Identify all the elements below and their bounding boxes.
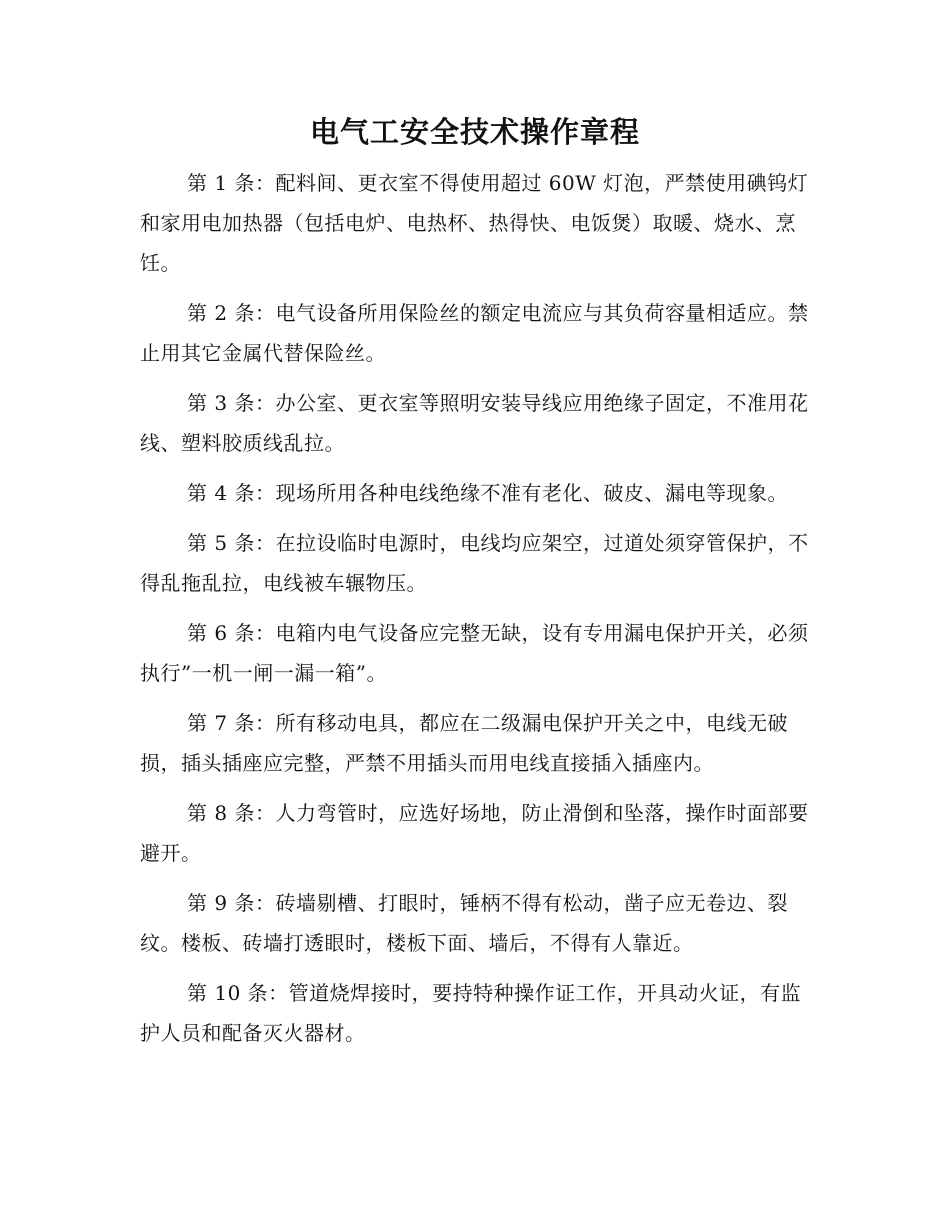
- article-text: 配料间、更衣室不得使用超过 60W 灯泡，严禁使用碘钨灯和家用电加热器（包括电炉、电热杯、热得快、电饭煲）取暖、烧水、烹饪。: [140, 171, 809, 275]
- article-label: 第 6 条：: [187, 621, 276, 645]
- article-label: 第 10 条：: [187, 981, 289, 1005]
- article-1: [140, 163, 820, 283]
- article-text: 人力弯管时，应选好场地，防止滑倒和坠落，操作时面部要避开。: [140, 801, 809, 865]
- article-label: 第 2 条：: [187, 301, 276, 325]
- article-label: 第 7 条：: [187, 711, 276, 735]
- article-label: 第 4 条：: [187, 481, 276, 505]
- document-body: [140, 163, 820, 1063]
- article-label: 第 9 条：: [187, 891, 276, 915]
- article-text: 管道烧焊接时，要持特种操作证工作，开具动火证，有监护人员和配备灭火器材。: [140, 981, 802, 1045]
- article-label: 第 3 条：: [187, 391, 276, 415]
- article-label: 第 5 条：: [187, 531, 276, 555]
- article-9: [140, 883, 820, 963]
- article-2: [140, 293, 820, 373]
- article-text: 办公室、更衣室等照明安装导线应用绝缘子固定，不准用花线、塑料胶质线乱拉。: [140, 391, 809, 455]
- article-label: 第 1 条：: [187, 171, 276, 195]
- article-text: 砖墙剔槽、打眼时，锤柄不得有松动，凿子应无卷边、裂纹。楼板、砖墙打透眼时，楼板下面、墙后，不得有人靠近。: [140, 891, 788, 955]
- article-text: 电气设备所用保险丝的额定电流应与其负荷容量相适应。禁止用其它金属代替保险丝。: [140, 301, 809, 365]
- article-8: [140, 793, 820, 873]
- article-7: [140, 703, 820, 783]
- article-6: [140, 613, 820, 693]
- article-4: [140, 473, 820, 513]
- article-text: 电箱内电气设备应完整无缺，设有专用漏电保护开关，必须执行”一机一闸一漏一箱”。: [140, 621, 809, 685]
- article-text: 现场所用各种电线绝缘不准有老化、破皮、漏电等现象。: [275, 481, 788, 505]
- article-3: [140, 383, 820, 463]
- article-text: 所有移动电具，都应在二级漏电保护开关之中，电线无破损，插头插座应完整，严禁不用插头而用电线直接插入插座内。: [140, 711, 788, 775]
- document-title: 电气工安全技术操作章程: [309, 115, 640, 149]
- article-10: [140, 973, 820, 1053]
- article-text: 在拉设临时电源时，电线均应架空，过道处须穿管保护，不得乱拖乱拉，电线被车辗物压。: [140, 531, 809, 595]
- article-label: 第 8 条：: [187, 801, 276, 825]
- article-5: [140, 523, 820, 603]
